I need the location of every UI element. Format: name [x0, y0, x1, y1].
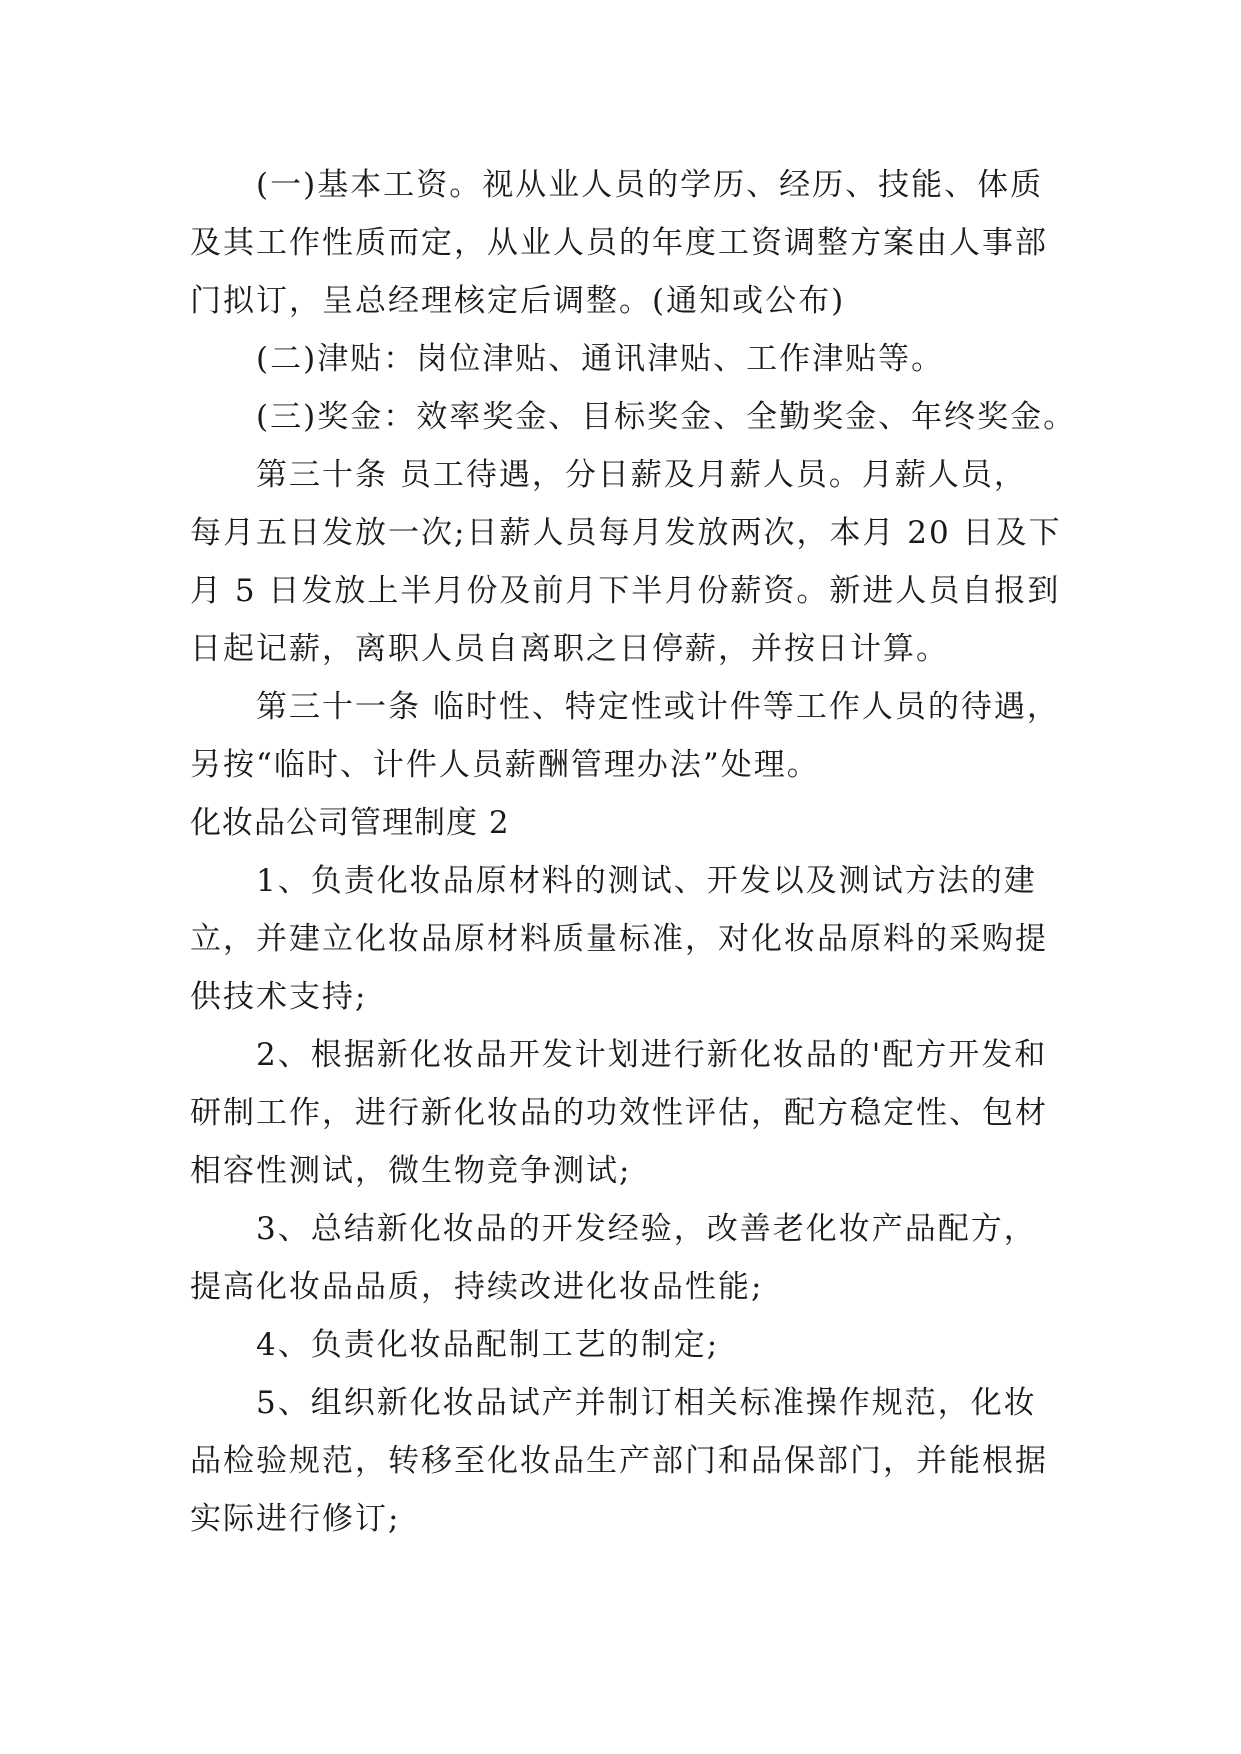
- section-title: 化妆品公司管理制度 2: [190, 805, 510, 841]
- paragraph-line: 实际进行修订;: [190, 1501, 401, 1537]
- paragraph-line: 3、总结新化妆品的开发经验，改善老化妆产品配方，: [190, 1211, 1037, 1247]
- paragraph-line: 另按“临时、计件人员薪酬管理办法”处理。: [190, 747, 820, 783]
- paragraph-line: 第三十条 员工待遇，分日薪及月薪人员。月薪人员，: [190, 457, 1027, 493]
- paragraph-line: 门拟订，呈总经理核定后调整。(通知或公布): [190, 283, 846, 319]
- paragraph-line: 4、负责化妆品配制工艺的制定;: [190, 1327, 720, 1363]
- paragraph-line: (二)津贴：岗位津贴、通讯津贴、工作津贴等。: [190, 341, 945, 377]
- paragraph-line: 品检验规范，转移至化妆品生产部门和品保部门，并能根据: [190, 1443, 1048, 1479]
- paragraph-line: (三)奖金：效率奖金、目标奖金、全勤奖金、年终奖金。: [190, 399, 1077, 435]
- paragraph-line: 提高化妆品品质，持续改进化妆品性能;: [190, 1269, 764, 1305]
- paragraph-line: 5、组织新化妆品试产并制订相关标准操作规范，化妆: [190, 1385, 1037, 1421]
- paragraph-line: 及其工作性质而定，从业人员的年度工资调整方案由人事部: [190, 225, 1048, 261]
- paragraph-line: 供技术支持;: [190, 979, 368, 1015]
- paragraph-line: 每月五日发放一次;日薪人员每月发放两次，本月 20 日及下: [190, 515, 1062, 551]
- document-body: [190, 156, 1077, 1548]
- paragraph-line: 研制工作，进行新化妆品的功效性评估，配方稳定性、包材: [190, 1095, 1048, 1131]
- paragraph-line: 日起记薪，离职人员自离职之日停薪，并按日计算。: [190, 631, 949, 667]
- paragraph-line: 1、负责化妆品原材料的测试、开发以及测试方法的建: [190, 863, 1037, 899]
- paragraph-line: 第三十一条 临时性、特定性或计件等工作人员的待遇，: [190, 689, 1060, 725]
- paragraph-line: (一)基本工资。视从业人员的学历、经历、技能、体质: [190, 167, 1044, 203]
- paragraph-line: 2、根据新化妆品开发计划进行新化妆品的'配方开发和: [190, 1037, 1048, 1073]
- paragraph-line: 相容性测试，微生物竞争测试;: [190, 1153, 632, 1189]
- paragraph-line: 立，并建立化妆品原材料质量标准，对化妆品原料的采购提: [190, 921, 1048, 957]
- paragraph-line: 月 5 日发放上半月份及前月下半月份薪资。新进人员自报到: [190, 573, 1061, 609]
